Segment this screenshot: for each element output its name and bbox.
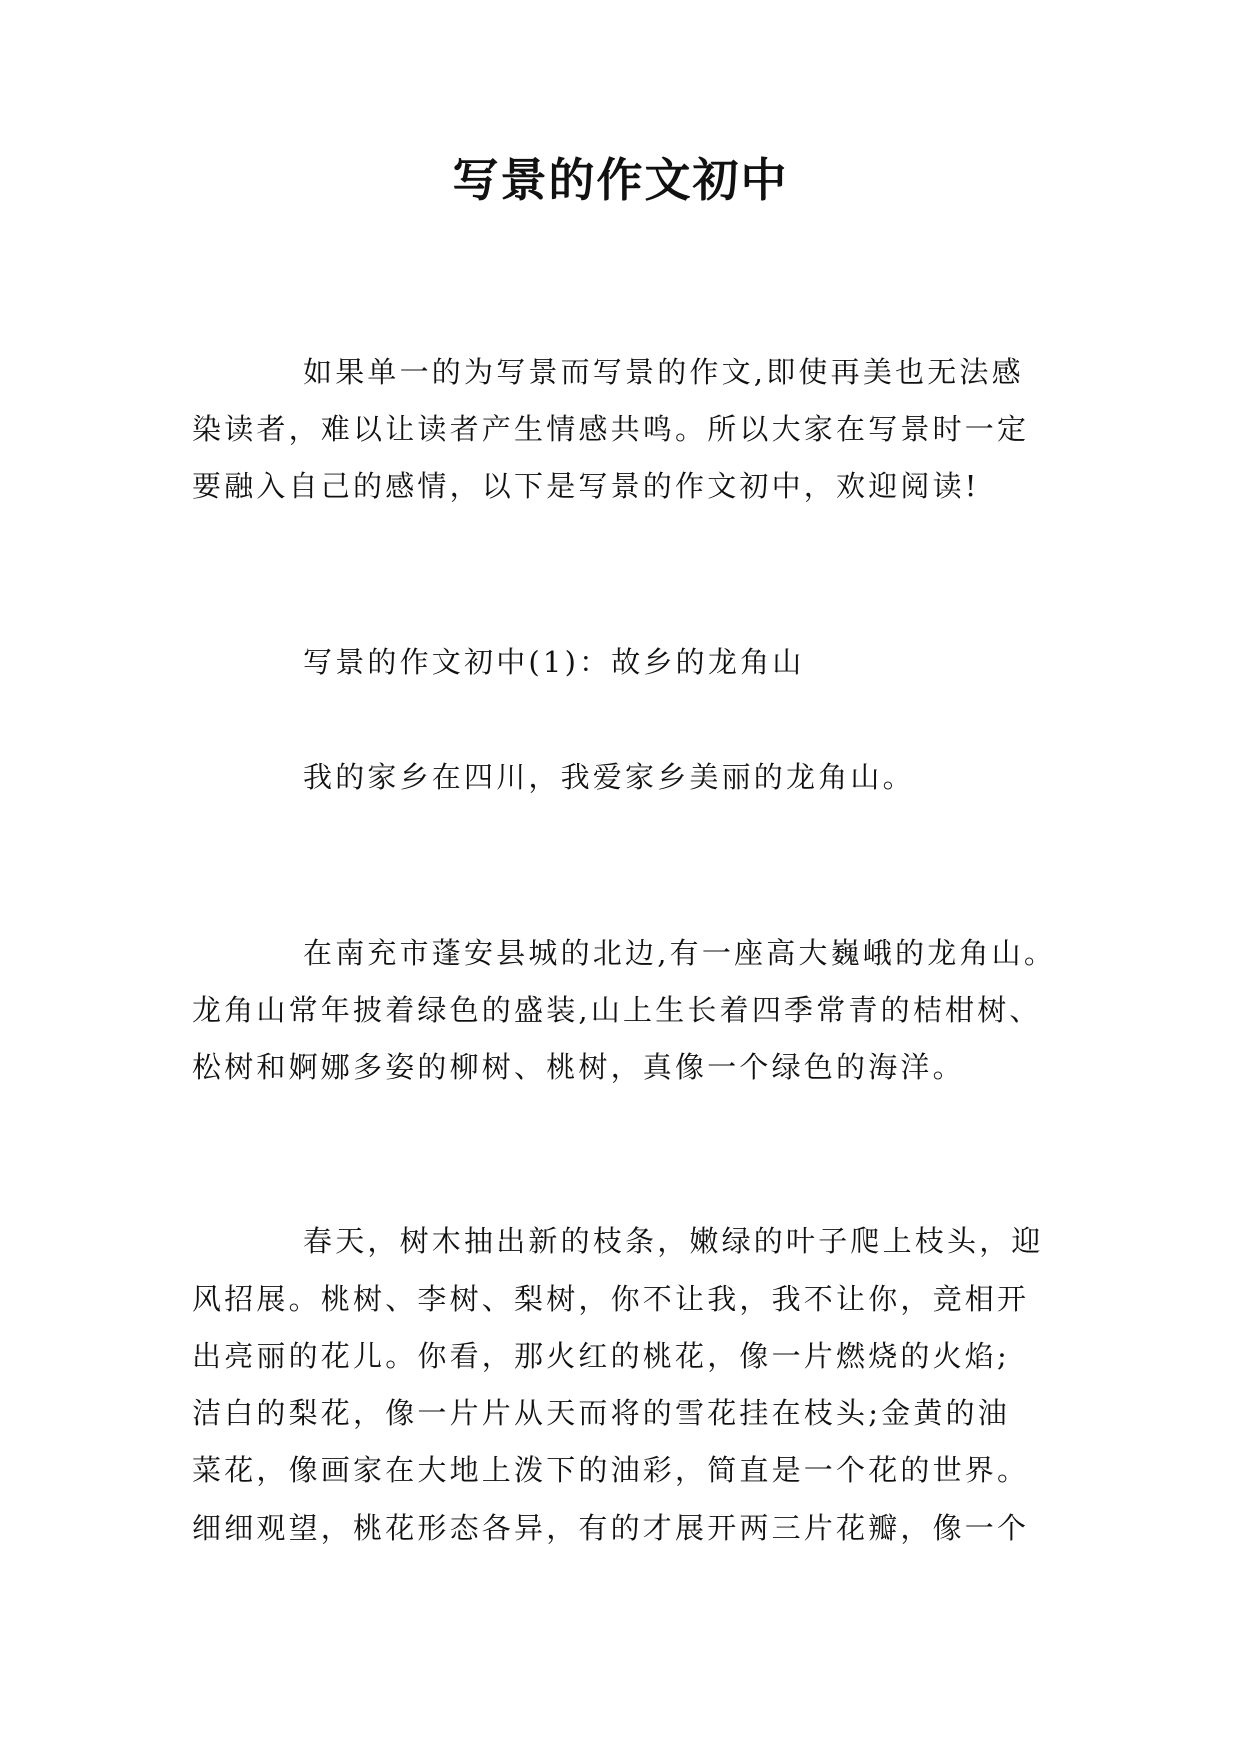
para3-line-3: 出亮丽的花儿。你看，那火红的桃花，像一片燃烧的火焰; — [192, 1339, 1010, 1373]
intro-line-2: 染读者，难以让读者产生情感共鸣。所以大家在写景时一定 — [192, 412, 1030, 446]
para3-line-5: 菜花，像画家在大地上泼下的油彩，简直是一个花的世界。 — [192, 1453, 1030, 1487]
para3-line-4: 洁白的梨花，像一片片从天而将的雪花挂在枝头;金黄的油 — [192, 1396, 1010, 1430]
para3-line-6: 细细观望，桃花形态各异，有的才展开两三片花瓣，像一个 — [192, 1511, 1030, 1545]
para2-line-3: 松树和婀娜多姿的柳树、桃树，真像一个绿色的海洋。 — [192, 1050, 965, 1084]
section-heading: 写景的作文初中(1)：故乡的龙角山 — [303, 645, 805, 679]
intro-line-3: 要融入自己的感情，以下是写景的作文初中，欢迎阅读! — [192, 469, 980, 503]
intro-line-1: 如果单一的为写景而写景的作文,即使再美也无法感 — [303, 355, 1024, 389]
para3-line-1: 春天，树木抽出新的枝条，嫩绿的叶子爬上枝头，迎 — [303, 1224, 1044, 1258]
para2-line-1: 在南充市蓬安县城的北边,有一座高大巍峨的龙角山。 — [303, 936, 1057, 970]
document-title: 写景的作文初中 — [452, 153, 789, 207]
para3-line-2: 风招展。桃树、李树、梨树，你不让我，我不让你，竞相开 — [192, 1282, 1030, 1316]
para2-line-2: 龙角山常年披着绿色的盛装,山上生长着四季常青的桔柑树、 — [192, 993, 1042, 1027]
para1-line-1: 我的家乡在四川，我爱家乡美丽的龙角山。 — [303, 760, 915, 794]
